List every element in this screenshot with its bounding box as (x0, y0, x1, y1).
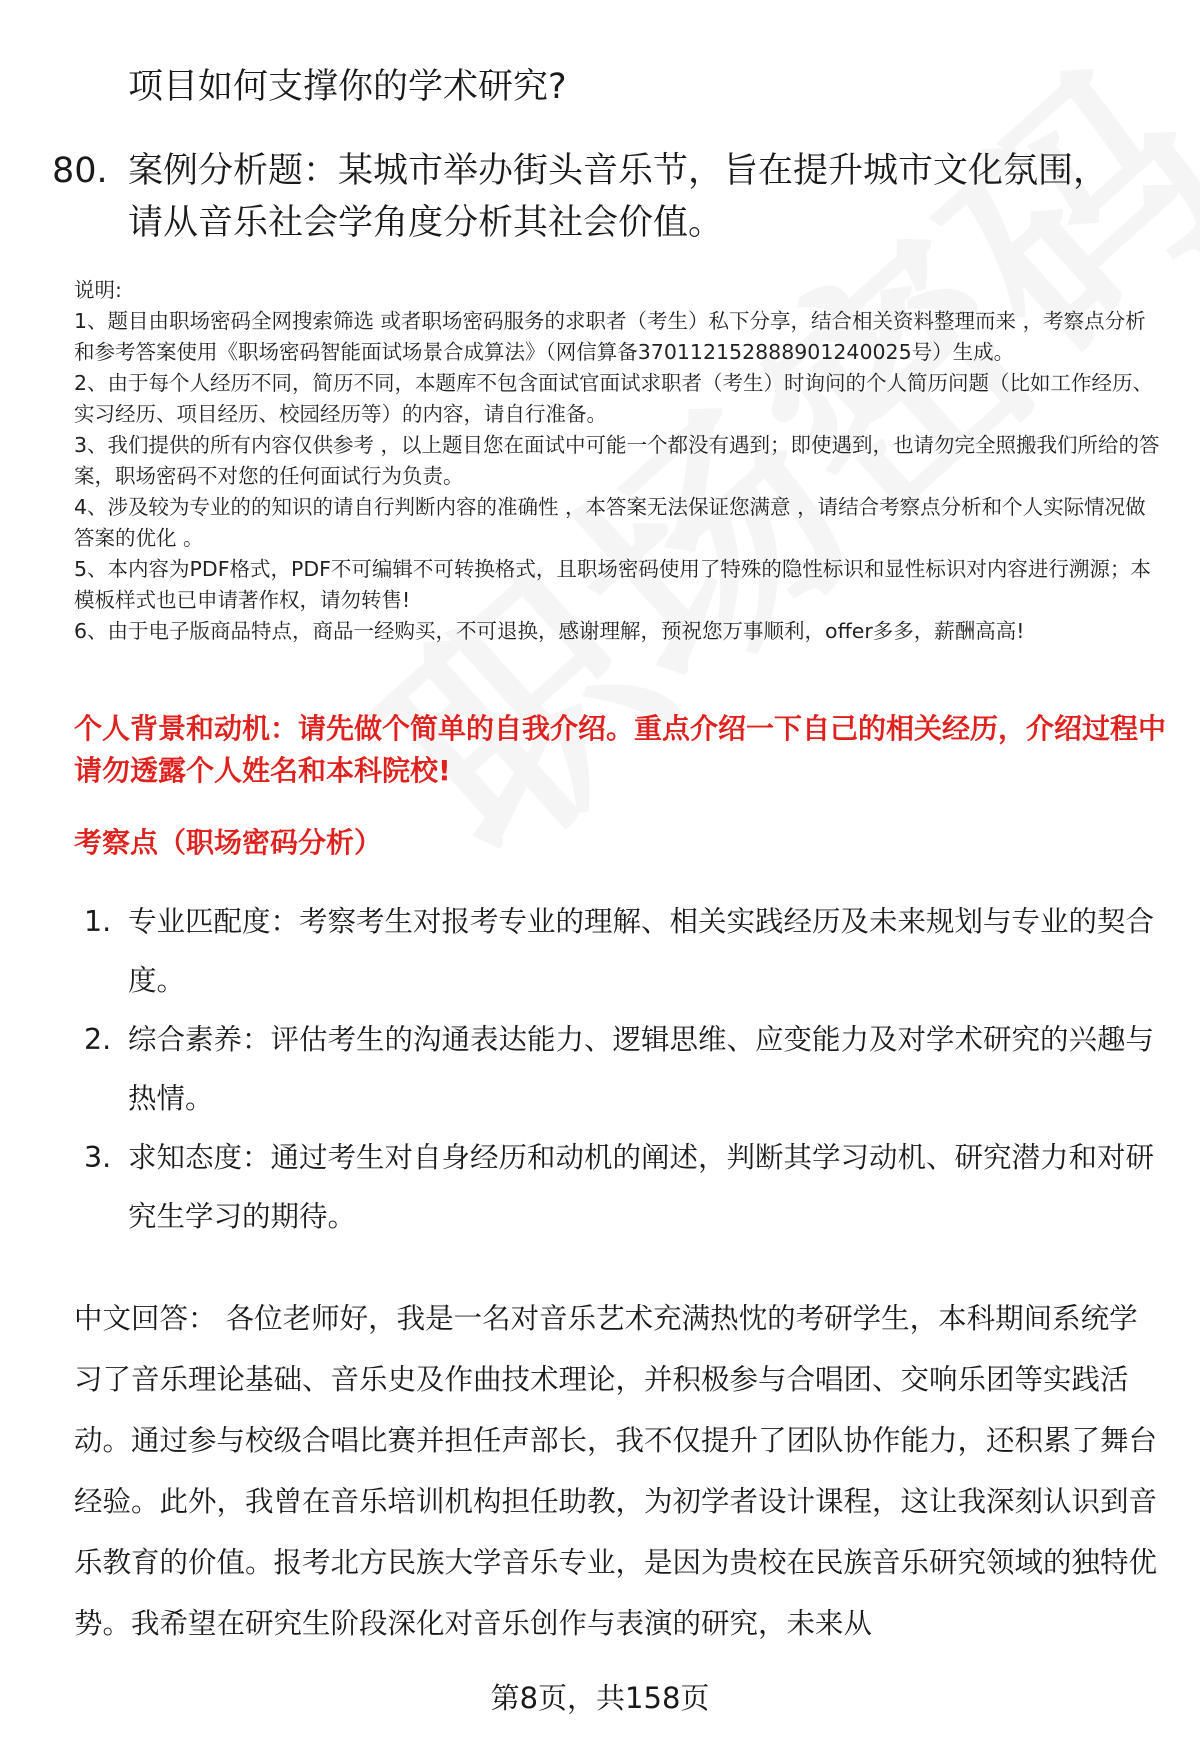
assessment-item-text: 专业匹配度：考察考生对报考专业的理解、相关实践经历及未来规划与专业的契合度。 (128, 905, 1155, 997)
note-item: 3、我们提供的所有内容仅供参考 ，以上题目您在面试中可能一个都没有遇到；即使遇到，也请勿完全照搬我们所给的答案，职场密码不对您的任何面试行为负责。 (74, 433, 1160, 488)
assessment-title: 考察点（职场密码分析） (74, 826, 383, 859)
note-item: 2、由于每个人经历不同，简历不同，本题库不包含面试官面试求职者（考生）时询问的个人简历问题（比如工作经历、实习经历、项目经历、校园经历等）的内容，请自行准备。 (74, 371, 1154, 426)
assessment-item-number: 1. (84, 905, 112, 938)
assessment-item-number: 3. (84, 1141, 112, 1174)
answer-label: 中文回答： (74, 1302, 217, 1335)
assessment-item (84, 1010, 1164, 1128)
assessment-item-text: 综合素养：评估考生的沟通表达能力、逻辑思维、应变能力及对学术研究的兴趣与热情。 (128, 1023, 1155, 1115)
assessment-item-text: 求知态度：通过考生对自身经历和动机的阐述，判断其学习动机、研究潜力和对研究生学习的期待。 (128, 1141, 1155, 1233)
question-number: 80. (52, 151, 108, 191)
answer-section (74, 1288, 1164, 1654)
question-line-2: 请从音乐社会学角度分析其社会价值。 (128, 203, 724, 243)
page-footer: 第8页，共158页 (490, 1681, 710, 1715)
note-item: 1、题目由职场密码全网搜索筛选 或者职场密码服务的求职者（考生）私下分享，结合相关资料整理而来 ，考察点分析和参考答案使用《职场密码智能面试场景合成算法》（网信算备370112152888901240025号）生成。 (74, 309, 1146, 364)
answer-text: 各位老师好，我是一名对音乐艺术充满热忱的考研学生，本科期间系统学习了音乐理论基础、音乐史及作曲技术理论，并积极参与合唱团、交响乐团等实践活动。通过参与校级合唱比赛并担任声部长，我不仅提升了团队协作能力，还积累了舞台经验。此外，我曾在音乐培训机构担任助教，为初学者设计课程，这让我深刻认识到音乐教育的价值。报考北方民族大学音乐专业，是因为贵校在民族音乐研究领域的独特优势。我希望在研究生阶段深化对音乐创作与表演的研究，未来从 (74, 1302, 1158, 1640)
assessment-list (84, 892, 1164, 1246)
notes-title: 说明: (74, 278, 122, 302)
notes-section (74, 275, 1164, 647)
question-line-1: 案例分析题：某城市举办街头音乐节，旨在提升城市文化氛围， (128, 151, 1109, 191)
note-item: 6、由于电子版商品特点，商品一经购买，不可退换，感谢理解，预祝您万事顺利，offer多多，薪酬高高! (74, 619, 1025, 643)
question-continuation: 项目如何支撑你的学术研究? (128, 67, 567, 107)
note-item: 4、涉及较为专业的的知识的请自行判断内容的准确性 ，本答案无法保证您满意 ，请结合考察点分析和个人实际情况做答案的优化 。 (74, 495, 1146, 550)
assessment-item-number: 2. (84, 1023, 112, 1056)
background-prompt: 个人背景和动机：请先做个简单的自我介绍。重点介绍一下自己的相关经历，介绍过程中请勿透露个人姓名和本科院校! (74, 712, 1167, 787)
assessment-item (84, 892, 1164, 1010)
question-text (128, 145, 1162, 249)
note-item: 5、本内容为PDF格式，PDF不可编辑不可转换格式，且职场密码使用了特殊的隐性标识和显性标识对内容进行溯源；本模板样式也已申请著作权，请勿转售! (74, 557, 1151, 612)
assessment-item (84, 1128, 1164, 1246)
question-80 (52, 145, 1162, 249)
